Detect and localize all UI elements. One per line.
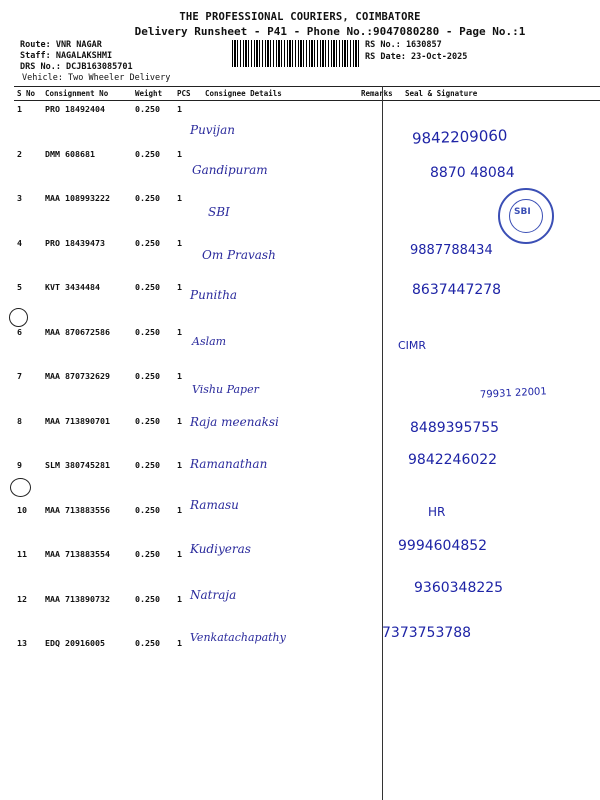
- recipient-signature-phone: 9842246022: [408, 451, 498, 468]
- sno-cell: 11: [17, 549, 27, 559]
- consignee-handwritten-name: Ramanathan: [190, 456, 268, 471]
- table-row: [14, 635, 600, 680]
- staff-label: Staff: NAGALAKSHMI: [20, 51, 113, 61]
- consignment-cell: PRO 18439473: [45, 237, 105, 248]
- consignee-handwritten-name: Punitha: [190, 287, 238, 302]
- table-row: [14, 235, 600, 280]
- pcs-cell: 1: [177, 504, 182, 515]
- weight-cell: 0.250: [135, 326, 160, 337]
- consignee-handwritten-name: Gandipuram: [192, 162, 268, 177]
- weight-cell: 0.250: [135, 504, 160, 515]
- col-sno: S No: [14, 87, 42, 101]
- consignee-handwritten-name: Puvijan: [190, 123, 236, 137]
- table-row: [14, 546, 600, 591]
- sno-cell: 7: [17, 371, 22, 381]
- pcs-cell: 1: [177, 371, 182, 381]
- pcs-cell: 1: [177, 237, 182, 248]
- sno-cell: 2: [17, 148, 22, 159]
- col-pcs: PCS: [174, 87, 202, 101]
- col-seal: Seal & Signature: [402, 87, 600, 101]
- remarks-cell: [358, 457, 402, 502]
- consignee-handwritten-name: Venkatachapathy: [190, 631, 286, 645]
- recipient-signature-phone: HR: [428, 505, 446, 520]
- remarks-cell: [358, 546, 402, 591]
- weight-cell: 0.250: [135, 193, 160, 203]
- sno-cell: 4: [17, 237, 22, 248]
- consignment-cell: KVT 3434484: [45, 282, 100, 292]
- pcs-cell: 1: [177, 193, 182, 203]
- sno-cell: 9: [17, 460, 22, 470]
- table-header-row: [14, 87, 600, 101]
- bank-seal-stamp: [498, 188, 554, 244]
- recipient-signature-phone: 9994604852: [398, 538, 488, 554]
- col-remarks: Remarks: [358, 87, 402, 101]
- company-title: THE PROFESSIONAL COURIERS, COIMBATORE: [179, 11, 421, 23]
- remarks-cell: [358, 146, 402, 191]
- recipient-signature-phone: 9842209060: [411, 126, 508, 148]
- consignment-cell: PRO 18492404: [45, 104, 105, 114]
- drs-label: DRS No.: DCJB163085701: [20, 62, 133, 72]
- consignment-cell: MAA 713883554: [45, 549, 110, 559]
- table-row: [14, 502, 600, 547]
- consignment-cell: MAA 713883556: [45, 504, 110, 515]
- weight-cell: 0.250: [135, 104, 160, 114]
- stamp-text: SBI: [514, 207, 531, 217]
- sno-cell: 1: [17, 104, 22, 114]
- rs-date: RS Date: 23-Oct-2025: [365, 52, 468, 62]
- sno-cell: 5: [17, 282, 22, 292]
- table-row: [14, 324, 600, 369]
- route-label: Route: VNR NAGAR: [20, 40, 102, 50]
- sno-cell: 12: [17, 593, 27, 604]
- remarks-cell: [358, 235, 402, 280]
- consignee-handwritten-name: SBI: [208, 205, 230, 220]
- consignee-handwritten-name: Om Pravash: [202, 248, 276, 263]
- rs-number: RS No.: 1630857: [365, 40, 442, 50]
- table-row: [14, 413, 600, 458]
- remarks-cell: [358, 190, 402, 235]
- weight-cell: 0.250: [135, 593, 160, 604]
- table-row: [14, 591, 600, 636]
- recipient-signature-phone: 8489395755: [410, 419, 500, 436]
- weight-cell: 0.250: [135, 371, 160, 381]
- remarks-cell: [358, 279, 402, 324]
- sno-cell: 3: [17, 193, 22, 203]
- consignment-cell: EDQ 20916005: [45, 638, 105, 648]
- consignee-handwritten-name: Aslam: [192, 334, 227, 348]
- recipient-signature-phone: 9887788434: [410, 243, 493, 259]
- remarks-divider: [382, 86, 383, 800]
- vehicle-label: Vehicle: Two Wheeler Delivery: [22, 73, 171, 83]
- weight-cell: 0.250: [135, 282, 160, 292]
- remarks-cell: [358, 635, 402, 680]
- pcs-cell: 1: [177, 549, 182, 559]
- row-10-circle-mark: [10, 478, 31, 497]
- pcs-cell: 1: [177, 104, 182, 114]
- pcs-cell: 1: [177, 415, 182, 426]
- pcs-cell: 1: [177, 593, 182, 604]
- weight-cell: 0.250: [135, 638, 160, 648]
- col-consignee: Consignee Details: [202, 87, 358, 101]
- table-row: [14, 101, 600, 146]
- pcs-cell: 1: [177, 638, 182, 648]
- col-consignment: Consignment No: [42, 87, 132, 101]
- weight-cell: 0.250: [135, 237, 160, 248]
- col-weight: Weight: [132, 87, 174, 101]
- consignee-handwritten-name: Natraja: [190, 587, 237, 602]
- remarks-cell: [358, 368, 402, 413]
- consignee-handwritten-name: Raja meenaksi: [190, 414, 279, 429]
- pcs-cell: 1: [177, 326, 182, 337]
- weight-cell: 0.250: [135, 148, 160, 159]
- recipient-signature-phone: CIMR: [398, 338, 427, 352]
- consignment-cell: MAA 870672586: [45, 326, 110, 337]
- recipient-signature-phone: 79931 22001: [479, 386, 548, 401]
- pcs-cell: 1: [177, 460, 182, 470]
- consignee-handwritten-name: Ramasu: [190, 498, 239, 513]
- table-row: [14, 279, 600, 324]
- pcs-cell: 1: [177, 148, 182, 159]
- recipient-signature-phone: 8637447278: [412, 281, 502, 298]
- weight-cell: 0.250: [135, 549, 160, 559]
- remarks-cell: [358, 502, 402, 547]
- consignee-handwritten-name: Vishu Paper: [192, 383, 259, 397]
- consignment-cell: MAA 713890701: [45, 415, 110, 426]
- consignment-cell: MAA 108993222: [45, 193, 110, 203]
- consignment-cell: DMM 608681: [45, 148, 95, 159]
- sno-cell: 10: [17, 504, 27, 515]
- barcode: [232, 40, 360, 67]
- weight-cell: 0.250: [135, 415, 160, 426]
- consignment-cell: MAA 713890732: [45, 593, 110, 604]
- consignment-cell: MAA 870732629: [45, 371, 110, 381]
- pcs-cell: 1: [177, 282, 182, 292]
- recipient-signature-phone: 9360348225: [414, 579, 504, 596]
- sno-cell: 8: [17, 415, 22, 426]
- table-row: [14, 457, 600, 502]
- seal-cell: [402, 635, 600, 680]
- remarks-cell: [358, 413, 402, 458]
- consignee-handwritten-name: Kudiyeras: [190, 542, 251, 556]
- remarks-cell: [358, 324, 402, 369]
- sno-cell: 13: [17, 638, 27, 648]
- seal-cell: [402, 324, 600, 369]
- consignment-cell: SLM 380745281: [45, 460, 110, 470]
- runsheet-subtitle: Delivery Runsheet - P41 - Phone No.:9047080280 - Page No.:1: [134, 25, 526, 38]
- recipient-signature-phone: 7373753788: [382, 625, 472, 642]
- recipient-signature-phone: 8870 48084: [430, 164, 515, 181]
- sno-cell: 6: [17, 326, 22, 337]
- remarks-cell: [358, 101, 402, 146]
- weight-cell: 0.250: [135, 460, 160, 470]
- row-6-circle-mark: [9, 308, 28, 327]
